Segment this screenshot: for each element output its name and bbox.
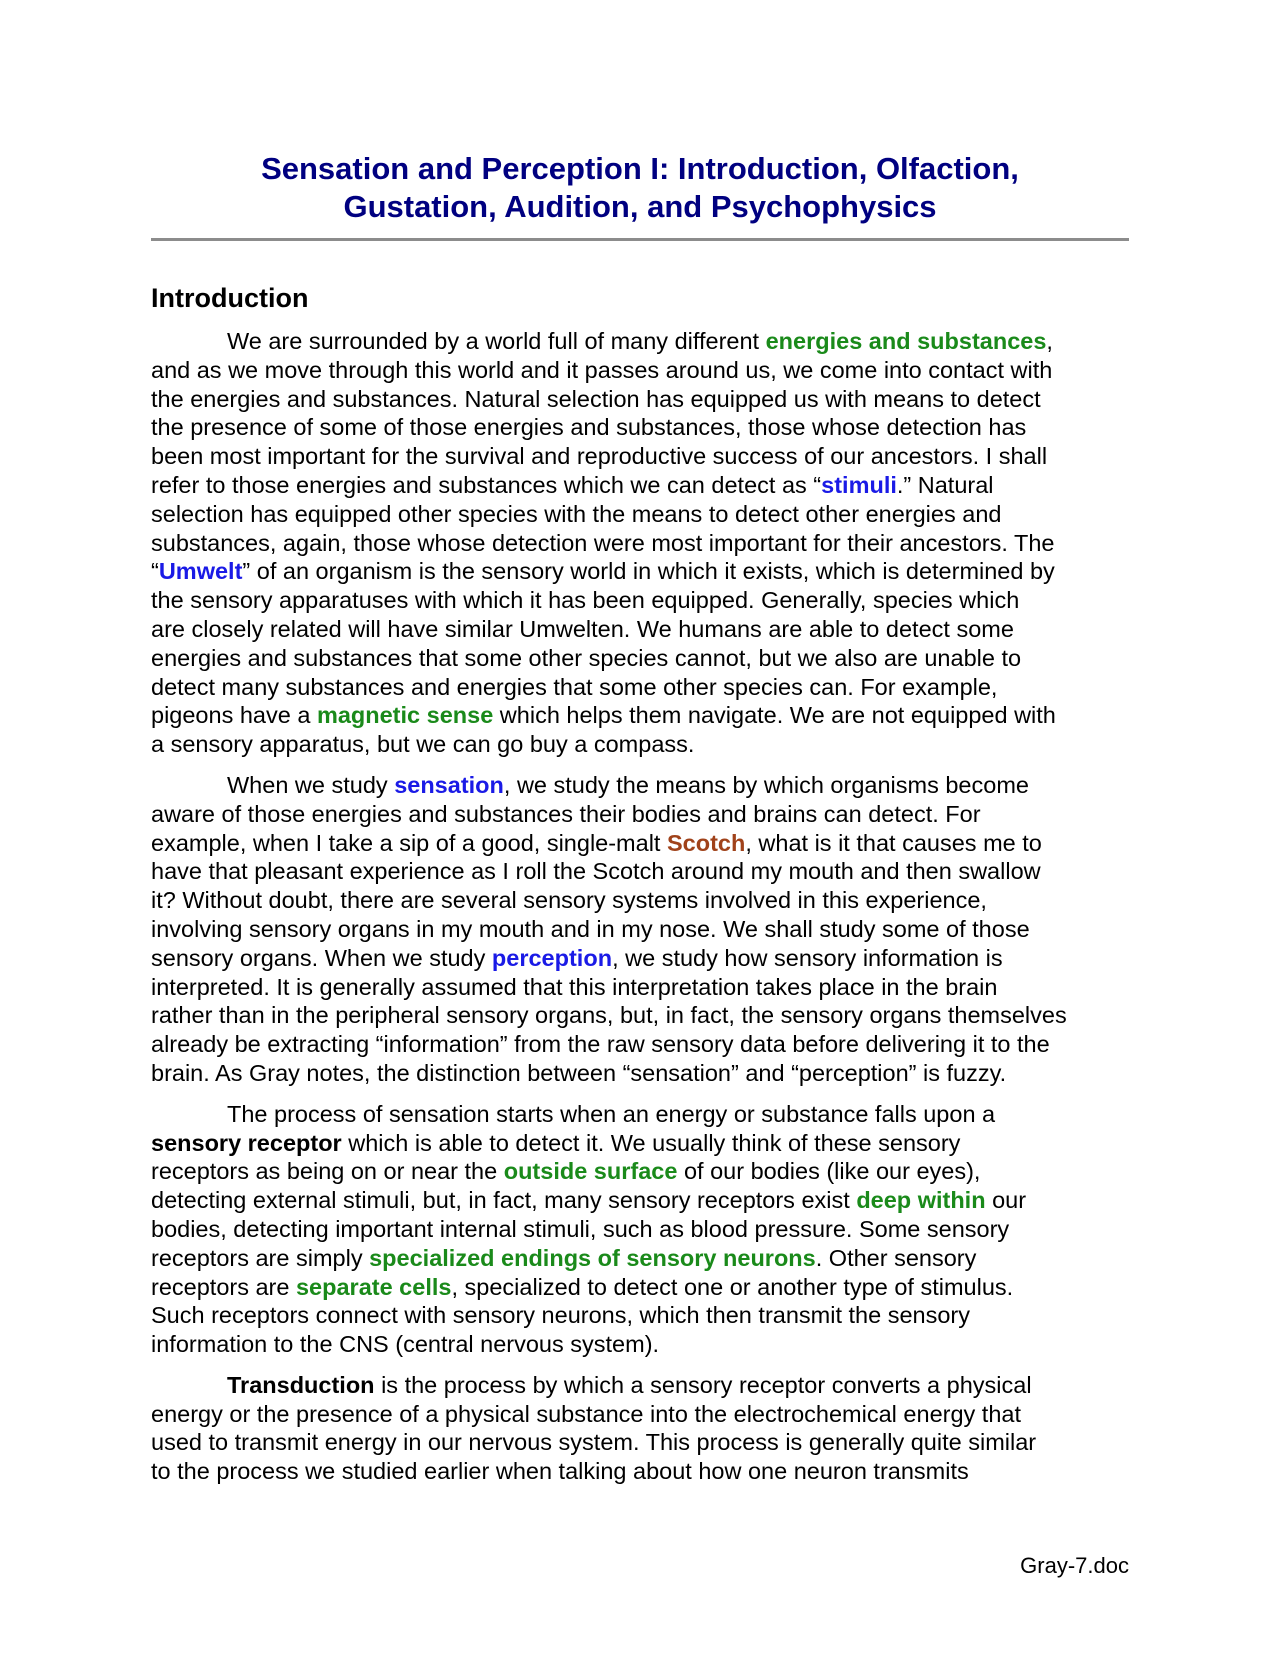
term-specialized-endings: specialized endings of sensory neurons <box>369 1244 816 1271</box>
paragraph-4 <box>151 1371 1129 1486</box>
term-outside-surface: outside surface <box>503 1158 678 1185</box>
text-line: energy or the presence of a physical substance into the electrochemical energy that <box>151 1400 1022 1427</box>
text-line: to the process we studied earlier when talking about how one neuron transmits <box>151 1458 969 1485</box>
term-stimuli: stimuli <box>821 471 897 498</box>
text-line: are closely related will have similar Umwelten. We humans are able to detect some <box>151 615 1014 642</box>
section-heading: Introduction <box>151 283 309 313</box>
document-title <box>151 150 1129 226</box>
title-line-1: Sensation and Perception I: Introduction, Olfaction, <box>261 151 1019 186</box>
text-line: receptors are simply specialized endings of sensory neurons. Other sensory <box>151 1244 977 1271</box>
text-line: and as we move through this world and it passes around us, we come into contact with <box>151 356 1053 383</box>
text-line: involving sensory organs in my mouth and in my nose. We shall study some of those <box>151 915 1030 942</box>
paragraph-2 <box>151 771 1129 1088</box>
text-line: have that pleasant experience as I roll the Scotch around my mouth and then swallow <box>151 858 1041 885</box>
text-line: energies and substances that some other species cannot, but we also are unable to <box>151 644 1022 671</box>
text-line: receptors are separate cells, specialized to detect one or another type of stimulus. <box>151 1273 1014 1300</box>
term-umwelt: Umwelt <box>158 558 243 585</box>
text-line: a sensory apparatus, but we can go buy a compass. <box>151 731 695 758</box>
term-separate-cells: separate cells <box>295 1273 452 1300</box>
text-line: receptors as being on or near the outside surface of our bodies (like our eyes), <box>151 1158 981 1185</box>
text-line: substances, again, those whose detection were most important for their ancestors. The <box>151 529 1055 556</box>
text-line: already be extracting “information” from the raw sensory data before delivering it to the <box>151 1031 1050 1058</box>
text-line: bodies, detecting important internal stimuli, such as blood pressure. Some sensory <box>151 1215 1010 1242</box>
paragraph-1 <box>151 327 1129 759</box>
text-line: the sensory apparatuses with which it has been equipped. Generally, species which <box>151 587 1020 614</box>
text-line: pigeons have a magnetic sense which helps them navigate. We are not equipped with <box>151 702 1056 729</box>
text-line: information to the CNS (central nervous system). <box>151 1331 660 1358</box>
term-sensory-receptor: sensory receptor <box>151 1129 342 1156</box>
text-line: used to transmit energy in our nervous system. This process is generally quite similar <box>151 1429 1037 1456</box>
text-line: the energies and substances. Natural selection has equipped us with means to detect <box>151 385 1041 412</box>
term-sensation: sensation <box>394 771 504 798</box>
text-line: been most important for the survival and reproductive success of our ancestors. I shall <box>151 443 1048 470</box>
text-line: the presence of some of those energies and substances, those whose detection has <box>151 414 1027 441</box>
text-line: Such receptors connect with sensory neurons, which then transmit the sensory <box>151 1302 970 1329</box>
text-line: “Umwelt” of an organism is the sensory world in which it exists, which is determined by <box>151 558 1055 585</box>
text-line: refer to those energies and substances which we can detect as “stimuli.” Natural <box>151 471 994 498</box>
text-line: it? Without doubt, there are several sensory systems involved in this experience, <box>151 887 987 914</box>
document-body <box>151 327 1129 1498</box>
text-line: brain. As Gray notes, the distinction between “sensation” and “perception” is fuzzy. <box>151 1059 1007 1086</box>
text-line: interpreted. It is generally assumed that this interpretation takes place in the brain <box>151 973 998 1000</box>
page-footer-filename: Gray-7.doc <box>1020 1553 1129 1578</box>
text-line: selection has equipped other species with the means to detect other energies and <box>151 500 1002 527</box>
text-line: rather than in the peripheral sensory organs, but, in fact, the sensory organs themselves <box>151 1002 1067 1029</box>
text-line: The process of sensation starts when an energy or substance falls upon a <box>227 1100 996 1127</box>
term-perception: perception <box>491 944 613 971</box>
text-line: detecting external stimuli, but, in fact, many sensory receptors exist deep within our <box>151 1187 1027 1214</box>
text-line: We are surrounded by a world full of many different energies and substances, <box>227 328 1053 354</box>
term-scotch: Scotch <box>666 829 746 856</box>
text-line: Transduction is the process by which a sensory receptor converts a physical <box>227 1371 1032 1398</box>
text-line: When we study sensation, we study the means by which organisms become <box>227 771 1029 798</box>
term-deep-within: deep within <box>856 1187 986 1214</box>
text-line: example, when I take a sip of a good, single-malt Scotch, what is it that causes me to <box>151 829 1042 856</box>
text-line: detect many substances and energies that some other species can. For example, <box>151 673 998 700</box>
text-line: aware of those energies and substances their bodies and brains can detect. For <box>151 800 981 827</box>
term-transduction: Transduction <box>227 1371 375 1398</box>
term-energies-and-substances: energies and substances <box>765 328 1047 354</box>
title-line-2: Gustation, Audition, and Psychophysics <box>343 189 937 224</box>
title-divider <box>151 238 1129 241</box>
term-magnetic-sense: magnetic sense <box>316 702 494 729</box>
paragraph-3 <box>151 1100 1129 1359</box>
text-line: sensory receptor which is able to detect it. We usually think of these sensory <box>151 1129 961 1156</box>
document-page <box>151 0 1129 1656</box>
text-line: sensory organs. When we study perception, we study how sensory information is <box>151 944 1003 971</box>
